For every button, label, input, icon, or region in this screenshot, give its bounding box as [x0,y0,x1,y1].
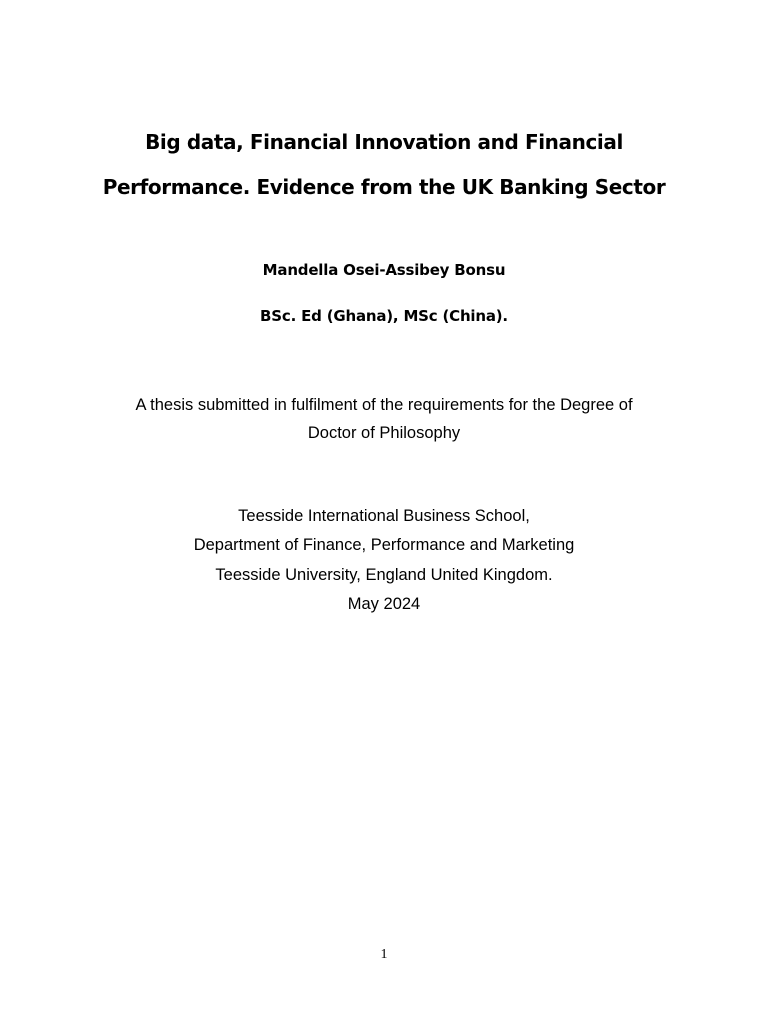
submission-statement-line-1: A thesis submitted in fulfilment of the requirements for the Degree of [135,396,633,414]
thesis-title-line-1: Big data, Financial Innovation and Financial [145,130,623,154]
school-name: Teesside International Business School, [238,507,530,525]
submission-date: May 2024 [347,595,421,613]
author-name: Mandella Osei-Assibey Bonsu [262,261,506,279]
submission-statement-line-2: Doctor of Philosophy [307,424,461,442]
university-name: Teesside University, England United Kingdom. [215,566,553,584]
department-name: Department of Finance, Performance and Marketing [193,536,575,554]
author-degrees: BSc. Ed (Ghana), MSc (China). [260,307,508,325]
thesis-title-line-2: Performance. Evidence from the UK Banking Sector [102,175,666,199]
page-number: 1 [380,947,388,962]
